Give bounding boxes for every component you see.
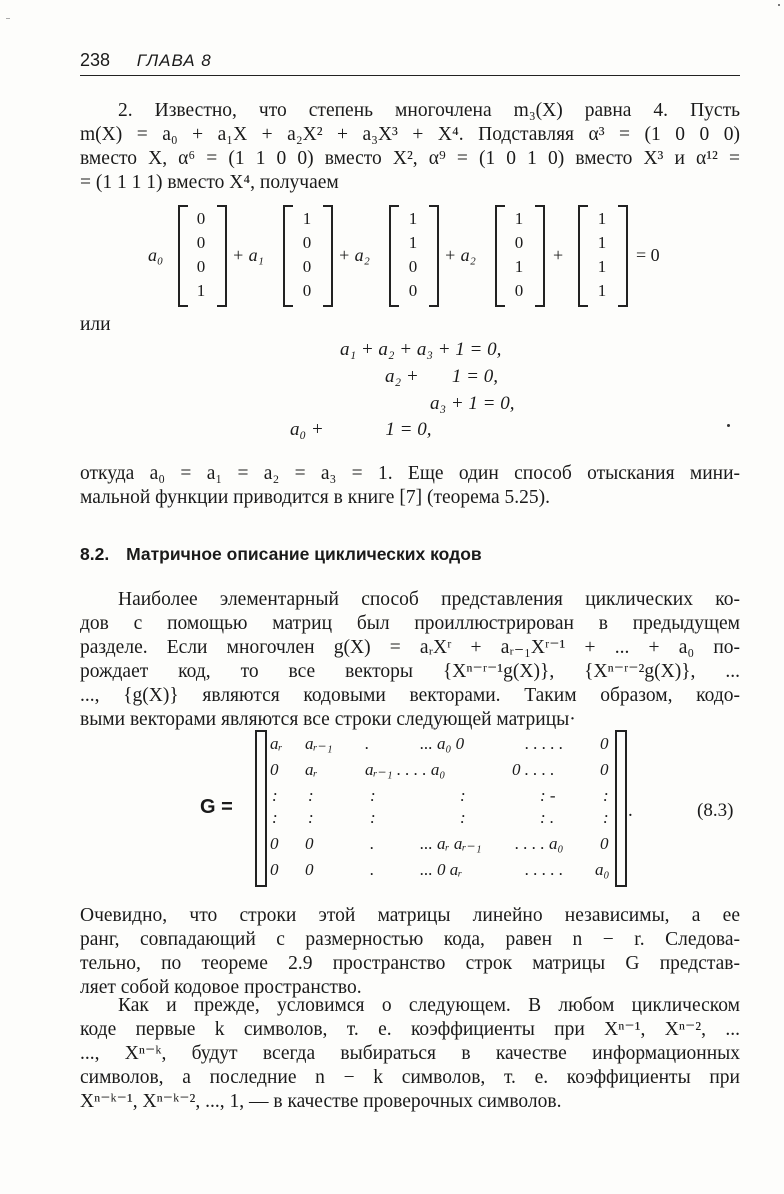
equation-line: a₀ + 1 = 0, <box>290 419 432 440</box>
text-line: разделе. Если многочлен g(X) = aᵣXʳ + aᵣ₋₁Xʳ⁻¹ + ... + a₀ по- <box>80 637 740 658</box>
vector-entry: 1 <box>196 281 206 300</box>
matrix-cell: aᵣ <box>270 734 283 753</box>
paragraph-convention <box>80 994 740 1114</box>
matrix-cell: . . . . . <box>525 734 564 753</box>
plus-sign: + <box>553 245 564 265</box>
vector-entry: 1 <box>597 257 607 276</box>
or-word-line <box>80 313 740 337</box>
vector-entry: 0 <box>302 233 312 252</box>
text-line: 2. Известно, что степень многочлена m₃(X) равна 4. Пусть <box>118 100 740 121</box>
matrix-cell: . . . . . <box>525 860 564 879</box>
paragraph-conclusion <box>80 462 740 510</box>
vector-column <box>592 207 612 303</box>
matrix-cell: aᵣ₋₁ . . . . a₀ <box>365 760 446 779</box>
header-rule <box>80 75 740 76</box>
paragraph-example <box>80 99 740 195</box>
matrix-cell: : <box>308 808 314 827</box>
text-line: дов с помощью матриц был проиллюстрирован в предыдущем <box>80 613 740 634</box>
vector-column <box>191 207 211 303</box>
matrix-cell: : <box>272 786 278 805</box>
matrix-cell: : <box>460 808 466 827</box>
matrix-cell: 0 <box>305 860 314 879</box>
text-line: Наиболее элементарный способ представления циклических ко- <box>118 589 740 610</box>
vector-entry: 0 <box>196 257 206 276</box>
matrix-cell: 0 . . . . <box>512 760 555 779</box>
matrix-cell: 0 <box>270 760 279 779</box>
matrix-cell: 0 <box>600 734 609 753</box>
text-line: ..., Xⁿ⁻ᵏ, будут всегда выбираться в качестве информационных <box>80 1043 740 1064</box>
vector-entry: 0 <box>196 209 206 228</box>
vector-entry: 1 <box>597 209 607 228</box>
vector-entry: 0 <box>408 257 418 276</box>
vector-entry: 0 <box>302 257 312 276</box>
page-number: 238 <box>80 50 111 70</box>
matrix-cell: 0 <box>270 834 279 853</box>
equation-line: a₃ + 1 = 0, <box>430 393 515 414</box>
matrix-cell: 0 <box>270 860 279 879</box>
vector-entry: 0 <box>408 281 418 300</box>
matrix-cell: : - <box>540 786 556 805</box>
vector-entry: 0 <box>302 281 312 300</box>
matrix-cell: : <box>370 808 376 827</box>
generator-matrix <box>255 730 625 885</box>
text-line: выми векторами являются все строки следующей матрицы· <box>80 709 576 730</box>
matrix-cell: ... aᵣ aᵣ₋₁ <box>420 834 482 853</box>
scan-speck <box>6 18 10 19</box>
matrix-bracket-right <box>615 730 627 887</box>
vector-entry: 1 <box>597 233 607 252</box>
matrix-cell: 0 <box>600 834 609 853</box>
paragraph-rank <box>80 904 740 1000</box>
matrix-label: G = <box>200 796 233 818</box>
text-line: Xⁿ⁻ᵏ⁻¹, Xⁿ⁻ᵏ⁻², ..., 1, — в качестве проверочных символов. <box>80 1091 562 1112</box>
text-line: мальной функции приводится в книге [7] (теорема 5.25). <box>80 487 551 508</box>
matrix-cell: : <box>272 808 278 827</box>
bracket-right <box>217 205 227 307</box>
matrix-row <box>270 834 615 856</box>
vector-entry: 1 <box>302 209 312 228</box>
text-line: ..., {g(X)} являются кодовыми векторами. Таким образом, кодо- <box>80 685 740 706</box>
coefficient: + a₂ <box>338 245 370 265</box>
text-line: m(X) = a₀ + a₁X + a₂X² + a₃X³ + X⁴. Подставляя α³ = (1 0 0 0) <box>80 124 740 145</box>
vector-entry: 1 <box>408 209 418 228</box>
matrix-cell: 0 <box>305 834 314 853</box>
running-header <box>80 50 740 72</box>
matrix-cell: . . . . a₀ <box>515 834 564 853</box>
matrix-row <box>270 786 615 808</box>
bracket-left <box>178 205 188 307</box>
vector-column <box>403 207 423 303</box>
matrix-period: . <box>628 800 633 821</box>
text-line: = (1 1 1 1) вместо X⁴, получаем <box>80 172 339 193</box>
matrix-cell: ... 0 aᵣ <box>420 860 463 879</box>
equation-line: a₁ + a₂ + a₃ + 1 = 0, <box>340 339 502 360</box>
section-number: 8.2. <box>80 544 110 564</box>
matrix-cell: : <box>370 786 376 805</box>
coefficient: + a₂ <box>444 245 476 265</box>
matrix-cell: ... a₀ 0 <box>420 734 465 753</box>
vector-entry: 0 <box>514 233 524 252</box>
chapter-title: ГЛАВА 8 <box>136 51 212 70</box>
matrix-cell: . <box>370 834 375 853</box>
vector-entry: 1 <box>514 209 524 228</box>
matrix-cell: aᵣ₋₁ <box>305 734 333 753</box>
text-line: вместо X, α⁶ = (1 1 0 0) вместо X², α⁹ = (1 0 1 0) вместо X³ и α¹² = <box>80 148 740 169</box>
section-title: Матричное описание циклических кодов <box>126 544 482 564</box>
equation-line: a₂ + 1 = 0, <box>385 366 498 387</box>
matrix-cell: : <box>603 786 609 805</box>
scan-speck <box>778 4 780 6</box>
bracket-right <box>323 205 333 307</box>
matrix-cell: : . <box>540 808 555 827</box>
vector-entry: 1 <box>514 257 524 276</box>
vector-entry: 0 <box>196 233 206 252</box>
text-line: откуда a₀ = a₁ = a₂ = a₃ = 1. Еще один способ отыскания мини- <box>80 463 740 484</box>
paragraph-intro <box>80 588 740 732</box>
matrix-cell: a₀ <box>595 860 610 879</box>
text-line: рождает код, то все векторы {Xⁿ⁻ʳ⁻¹g(X)}, {Xⁿ⁻ʳ⁻²g(X)}, ... <box>80 661 740 682</box>
vector-entry: 1 <box>408 233 418 252</box>
coefficient: a₀ <box>148 245 164 265</box>
equation-number: (8.3) <box>697 800 734 821</box>
bracket-right <box>535 205 545 307</box>
bracket-left <box>283 205 293 307</box>
matrix-cell: aᵣ <box>305 760 318 779</box>
matrix-row <box>270 860 615 882</box>
bracket-right <box>429 205 439 307</box>
text-line: символов, а последние n − k символов, т. е. коэффициенты при <box>80 1067 740 1088</box>
or-word: или <box>80 314 111 335</box>
section-heading <box>80 544 482 565</box>
matrix-cell: : <box>460 786 466 805</box>
bracket-left <box>495 205 505 307</box>
stray-dot <box>727 424 730 427</box>
text-line: тельно, по теореме 2.9 пространство строк матрицы G представ- <box>80 953 740 974</box>
matrix-cell: . <box>365 734 370 753</box>
matrix-cell: : <box>308 786 314 805</box>
matrix-cell: . <box>370 860 375 879</box>
vector-column <box>509 207 529 303</box>
matrix-row <box>270 734 615 756</box>
text-line: Как и прежде, условимся о следующем. В любом циклическом <box>118 995 740 1016</box>
matrix-row <box>270 808 615 830</box>
equals-zero: = 0 <box>636 245 660 265</box>
text-line: Очевидно, что строки этой матрицы линейно независимы, а ее <box>80 905 740 926</box>
bracket-left <box>389 205 399 307</box>
text-line: ранг, совпадающий с размерностью кода, равен n − r. Следова- <box>80 929 740 950</box>
coefficient: + a₁ <box>232 245 264 265</box>
bracket-left <box>578 205 588 307</box>
text-line: ляет собой кодовое пространство. <box>80 977 362 998</box>
matrix-cell: : <box>603 808 609 827</box>
vector-entry: 1 <box>597 281 607 300</box>
matrix-bracket-left <box>255 730 267 887</box>
bracket-right <box>618 205 628 307</box>
vector-entry: 0 <box>514 281 524 300</box>
text-line: коде первые k символов, т. е. коэффициенты при Xⁿ⁻¹, Xⁿ⁻², ... <box>80 1019 740 1040</box>
matrix-cell: 0 <box>600 760 609 779</box>
vector-column <box>297 207 317 303</box>
matrix-row <box>270 760 615 782</box>
